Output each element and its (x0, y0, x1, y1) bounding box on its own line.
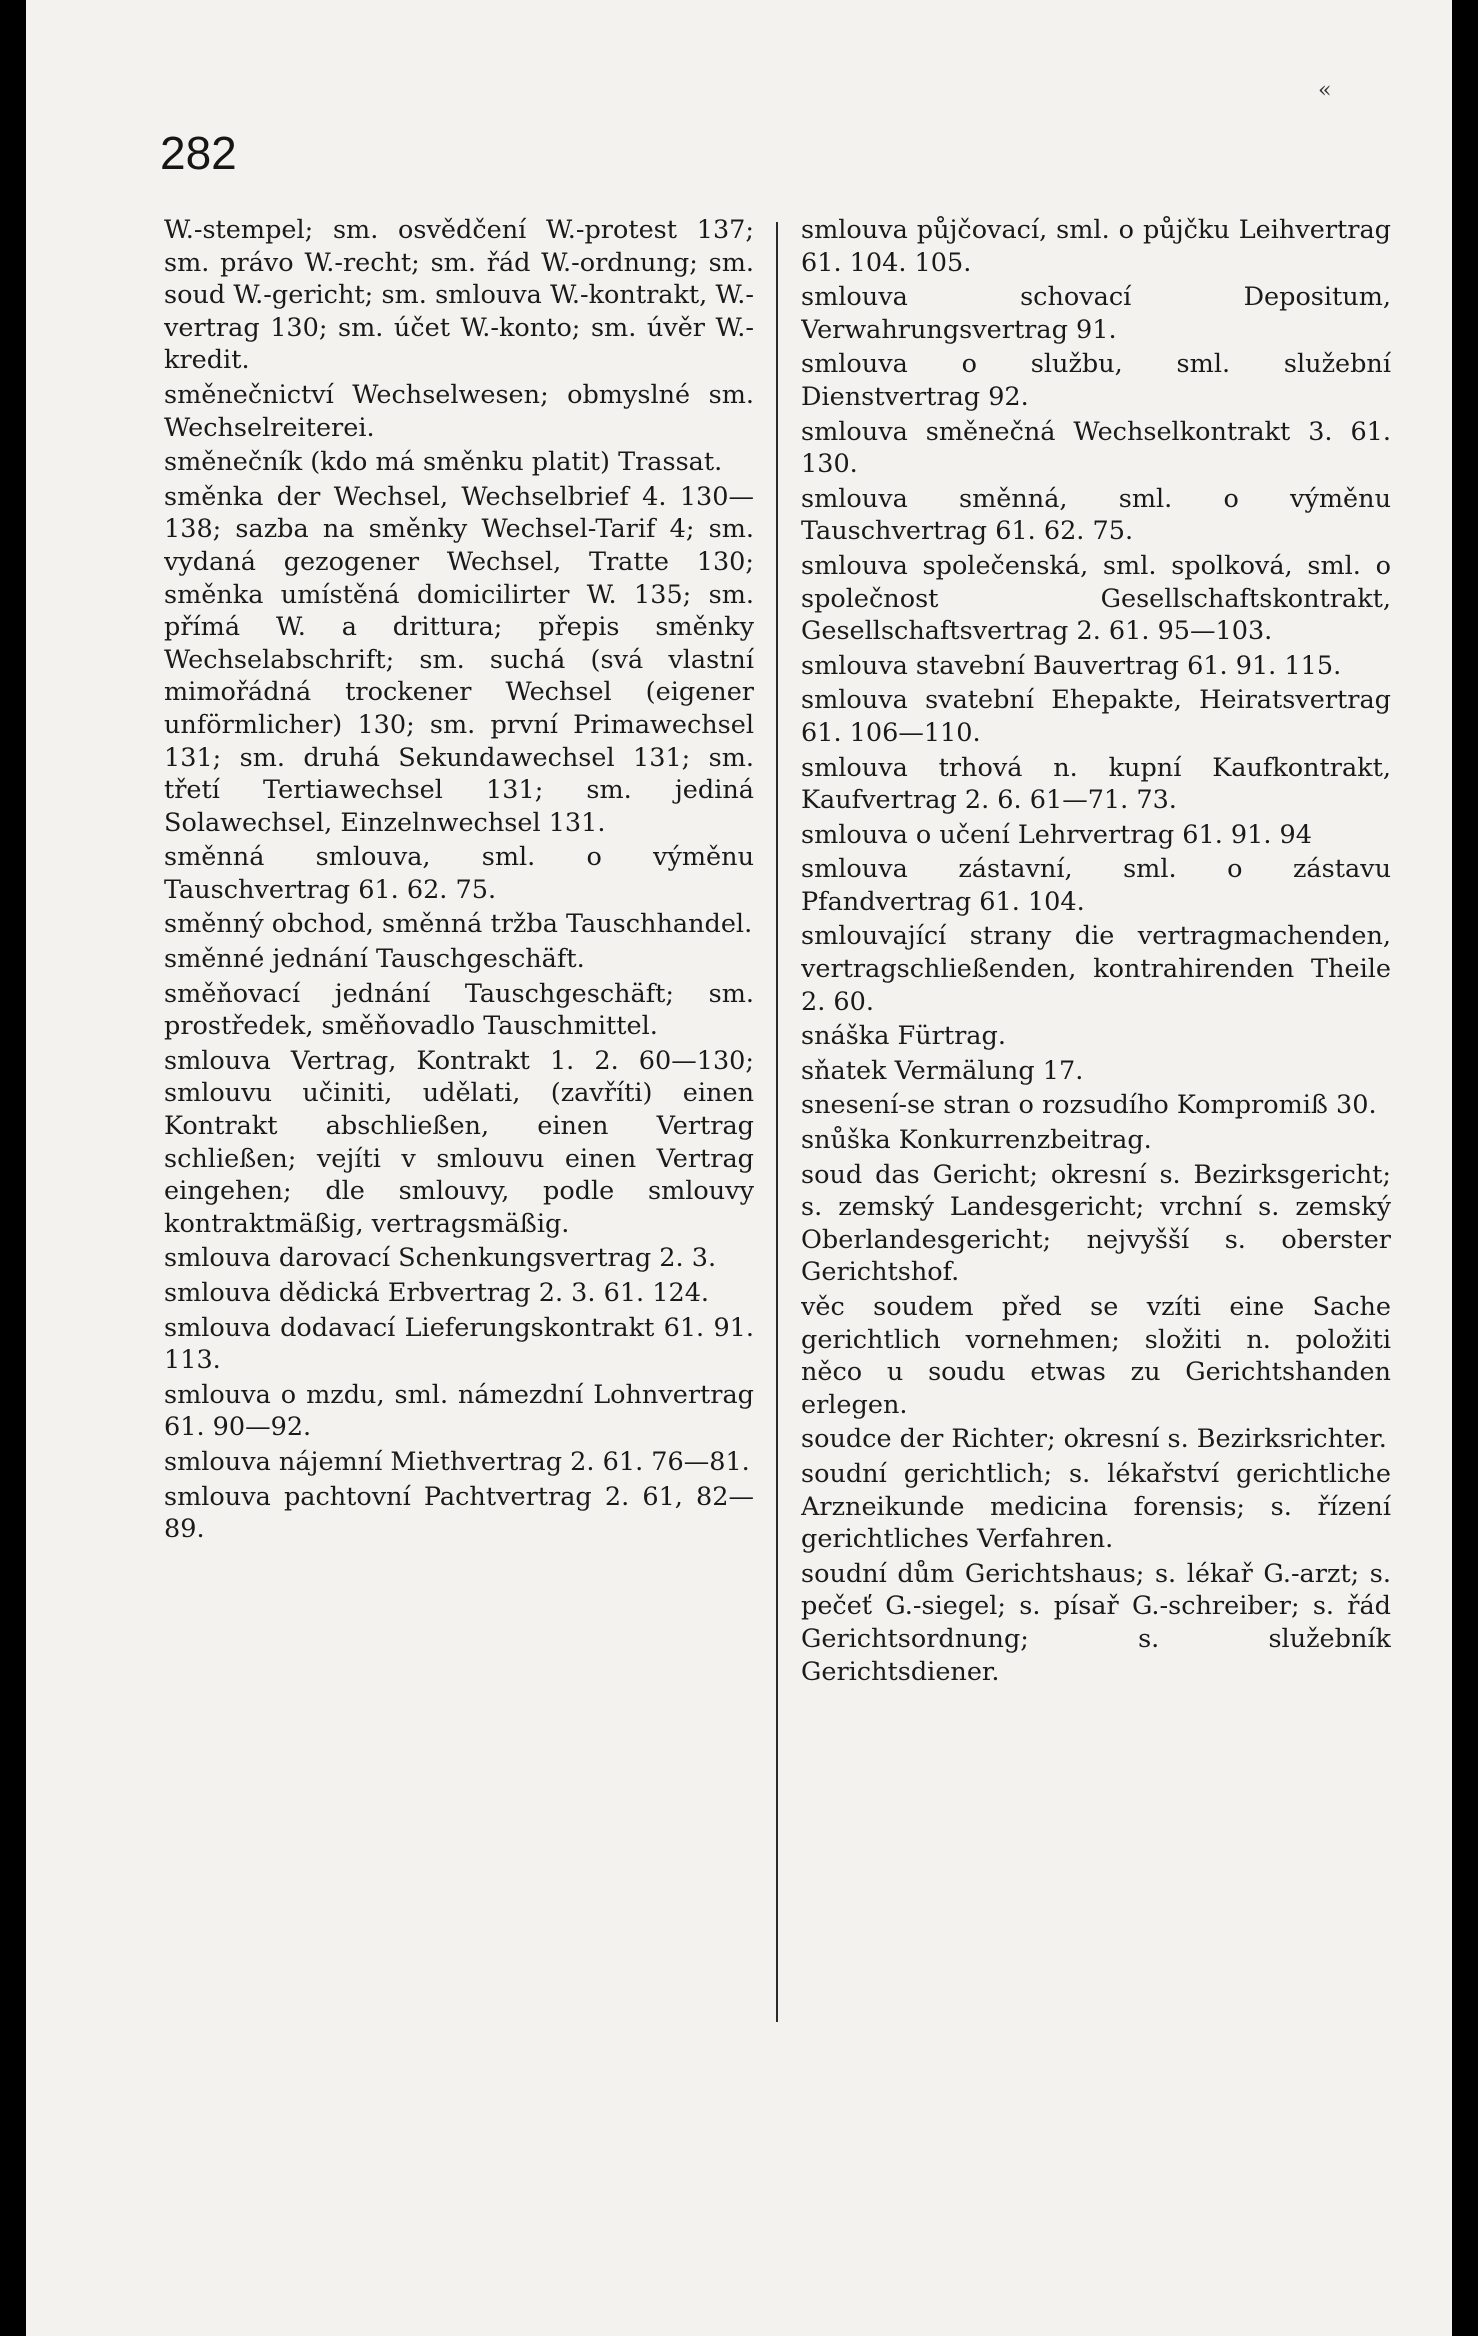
dictionary-entry: smlouva o mzdu, sml. námezdní Lohnvertrag 61. 90—92. (164, 1379, 754, 1443)
dictionary-entry: smlouva schovací Depositum, Verwahrungsvertrag 91. (801, 282, 1391, 345)
corner-mark: « (1318, 78, 1332, 103)
dictionary-entry: sňatek Vermälung 17. (801, 1055, 1084, 1086)
dictionary-entry: směnka der Wechsel, Wechselbrief 4. 130—138; sazba na směnky Wechsel-Tarif 4; sm. vydaná gezogener Wechsel, Tratte 130; směnka umístěná domicilirter W. 135; sm. přímá W. a drittura; přepis směnky Wechselabschrift; sm. suchá (svá vlastní mimořádná trockener Wechsel (eigener unförmlicher) 130; sm. první Primawechsel 131; sm. druhá Sekundawechsel 131; sm. třetí Tertiawechsel 131; sm. jediná Solawechsel, Einzelnwechsel 131. (164, 481, 754, 838)
dictionary-entry: smlouva půjčovací, sml. o půjčku Leihvertrag 61. 104. 105. (801, 215, 1391, 278)
dictionary-entry: smlouva darovací Schenkungsvertrag 2. 3. (164, 1243, 717, 1274)
dictionary-entry: smlouva Vertrag, Kontrakt 1. 2. 60—130; smlouvu učiniti, udělati, (zavříti) einen Kontrakt abschließen, einen Vertrag schließen; vejíti v smlouvu einen Vertrag eingehen; dle smlouvy, podle smlouvy kontraktmäßig, vertragsmäßig. (164, 1045, 754, 1239)
dictionary-entry: snáška Fürtrag. (801, 1021, 1006, 1052)
column-divider (776, 222, 778, 2022)
dictionary-entry: směňovací jednání Tauschgeschäft; sm. prostředek, směňovadlo Tauschmittel. (164, 978, 754, 1042)
dictionary-entry: smlouva svatební Ehepakte, Heiratsvertrag 61. 106—110. (801, 685, 1391, 748)
dictionary-entry: smlouva zástavní, sml. o zástavu Pfandvertrag 61. 104. (801, 854, 1391, 917)
dictionary-entry: snesení-se stran o rozsudího Kompromiß 30. (801, 1090, 1377, 1121)
dictionary-entry: W.-stempel; sm. osvědčení W.-protest 137; sm. právo W.-recht; sm. řád W.-ordnung; sm. soud W.-gericht; sm. smlouva W.-kontrakt, W.-vertrag 130; sm. účet W.-konto; sm. úvěr W.-kredit. (164, 215, 754, 376)
dictionary-entry: směnečník (kdo má směnku platit) Trassat. (164, 447, 723, 478)
dictionary-entry: smlouva nájemní Miethvertrag 2. 61. 76—81. (164, 1446, 750, 1477)
page-number: 282 (160, 127, 237, 179)
dictionary-entry: věc soudem před se vzíti eine Sache gerichtlich vornehmen; složiti n. položiti něco u soudu etwas zu Gerichtshanden erlegen. (801, 1292, 1391, 1420)
dictionary-entry: směnný obchod, směnná tržba Tauschhandel. (164, 909, 753, 940)
dictionary-entry: smlouva trhová n. kupní Kaufkontrakt, Kaufvertrag 2. 6. 61—71. 73. (801, 752, 1391, 816)
dictionary-entry: smlouvající strany die vertragmachenden, vertragschließenden, kontrahirenden Theile 2. 60. (801, 921, 1391, 1017)
dictionary-entry: směnečnictví Wechselwesen; obmyslné sm. Wechselreiterei. (164, 379, 754, 443)
dictionary-entry: smlouva o učení Lehrvertrag 61. 91. 94 (801, 819, 1313, 850)
dictionary-entry: směnná smlouva, sml. o výměnu Tauschvertrag 61. 62. 75. (164, 842, 754, 905)
dictionary-entry: smlouva dodavací Lieferungskontrakt 61. 91. 113. (164, 1312, 754, 1376)
dictionary-entry: smlouva dědická Erbvertrag 2. 3. 61. 124. (164, 1278, 710, 1308)
left-column (164, 214, 754, 2204)
dictionary-entry: smlouva pachtovní Pachtvertrag 2. 61, 82—89. (164, 1481, 754, 1545)
dictionary-entry: směnné jednání Tauschgeschäft. (164, 944, 585, 975)
dictionary-entry: soudní dům Gerichtshaus; s. lékař G.-arzt; s. pečeť G.-siegel; s. písař G.-schreiber; s. řád Gerichtsordnung; s. služebník Gerichtsdiener. (801, 1558, 1391, 1687)
dictionary-entry: soudce der Richter; okresní s. Bezirksrichter. (801, 1424, 1387, 1455)
dictionary-entry: soud das Gericht; okresní s. Bezirksgericht; s. zemský Landesgericht; vrchní s. zemský Oberlandesgericht; nejvyšší s. oberster Gerichtshof. (801, 1159, 1391, 1288)
right-column (801, 214, 1391, 2204)
dictionary-entry: snůška Konkurrenzbeitrag. (801, 1125, 1152, 1156)
dictionary-entry: smlouva směnečná Wechselkontrakt 3. 61. 130. (801, 416, 1391, 480)
dictionary-entry: smlouva stavební Bauvertrag 61. 91. 115. (801, 650, 1342, 681)
dictionary-entry: smlouva společenská, sml. spolková, sml. o společnost Gesellschaftskontrakt, Gesellschaftsvertrag 2. 61. 95—103. (801, 550, 1391, 647)
dictionary-entry: smlouva směnná, sml. o výměnu Tauschvertrag 61. 62. 75. (801, 483, 1391, 547)
book-page (26, 0, 1452, 2336)
dictionary-entry: soudní gerichtlich; s. lékařství gerichtliche Arzneikunde medicina forensis; s. řízení gerichtliches Verfahren. (801, 1458, 1391, 1555)
dictionary-entry: smlouva o službu, sml. služební Dienstvertrag 92. (801, 349, 1391, 412)
